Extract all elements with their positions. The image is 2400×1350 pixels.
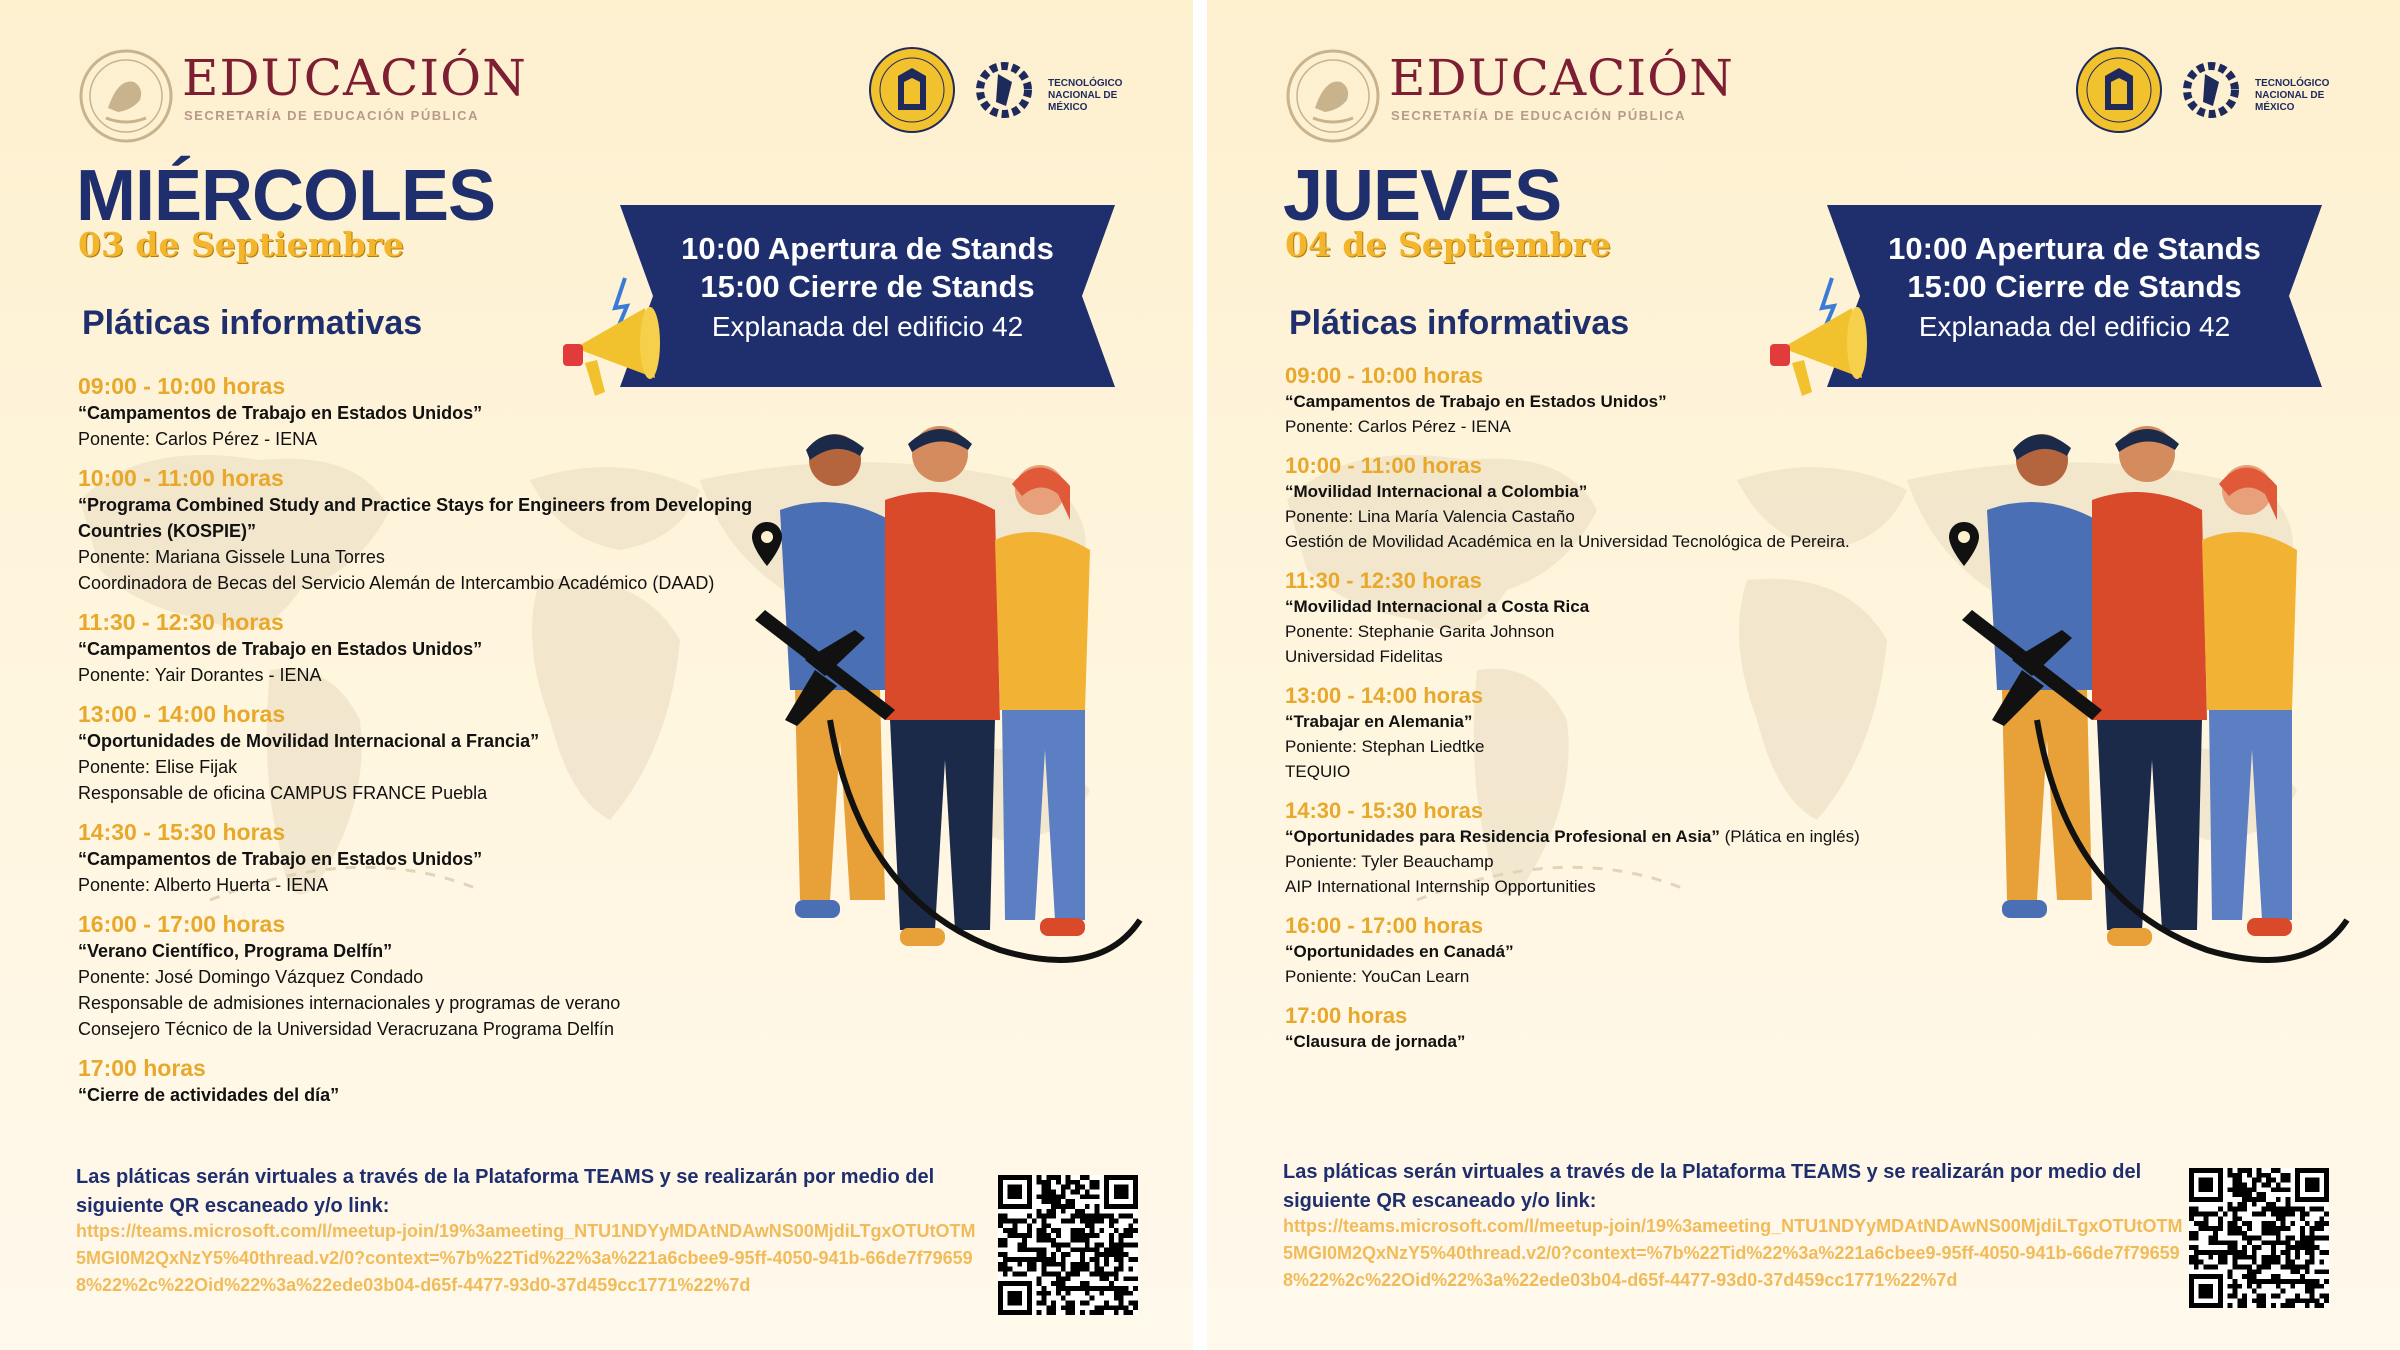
tecnm-label [1048,78,1138,114]
banner-opening: 10:00 Apertura de Stands [1888,231,2261,266]
talk-title: “Trabajar en Alemania” [1285,712,1473,731]
talk-time: 11:30 - 12:30 horas [78,609,284,635]
day-date: 03 de Septiembre [78,225,405,264]
talk-item-4 [78,700,753,806]
poster-thursday [1207,0,2400,1350]
talk-item-2 [78,464,753,596]
talk-item-6 [78,910,753,1042]
talk-title: “Campamentos de Trabajo en Estados Unidos” [78,639,483,659]
sep-subtitle: SECRETARÍA DE EDUCACIÓN PÚBLICA [184,108,479,123]
day-title: JUEVES [1283,156,1562,236]
banner-opening: 10:00 Apertura de Stands [681,231,1054,266]
talk-speaker: Poniente: Stephan Liedtke [1285,737,1485,756]
tecnm-label [2255,78,2345,114]
talk-time: 16:00 - 17:00 horas [78,911,286,937]
talk-title: “Programa Combined Study and Practice Stays for Engineers from Developing Countries (KOSPIE)” [78,495,753,541]
talk-title: “Oportunidades de Movilidad Internacional a Francia” [78,731,540,751]
mexico-seal-icon [78,48,174,144]
talk-affiliation-2: Consejero Técnico de la Universidad Veracruzana Programa Delfín [78,1019,614,1039]
tecnm-gear-logo-icon [976,52,1032,128]
section-title: Pláticas informativas [82,304,423,342]
talk-title: “Movilidad Internacional a Colombia” [1285,482,1588,501]
talk-affiliation: Responsable de oficina CAMPUS FRANCE Puebla [78,783,488,803]
talk-speaker: Ponente: Mariana Gissele Luna Torres [78,547,385,567]
talk-title-row [1285,824,2400,849]
banner-closing: 15:00 Cierre de Stands [700,269,1035,304]
talk-affiliation: Gestión de Movilidad Académica en la Universidad Tecnológica de Pereira. [1285,532,1850,551]
talk-time: 10:00 - 11:00 horas [78,465,284,491]
tecnm-line1: TECNOLÓGICO [2255,78,2330,89]
talk-item-7 [1285,1003,2400,1054]
talk-affiliation: Coordinadora de Becas del Servicio Alemán de Intercambio Académico (DAAD) [78,573,715,593]
qr-code[interactable] [998,1175,1138,1315]
talk-time: 10:00 - 11:00 horas [1285,453,1482,478]
tecnm-gear-logo-icon [2183,52,2239,128]
talk-title: “Verano Científico, Programa Delfín” [78,941,393,961]
talk-time: 17:00 horas [78,1055,206,1081]
talk-time: 13:00 - 14:00 horas [78,701,286,727]
talk-time: 16:00 - 17:00 horas [1285,913,1484,938]
tecnm-line2: NACIONAL DE MÉXICO [1048,90,1118,113]
tec-campus-logo-icon [2075,46,2163,134]
day-date: 04 de Septiembre [1285,225,1612,264]
teams-link[interactable]: https://teams.microsoft.com/l/meetup-join/19%3ameeting_NTU1NDYyMDAtNDAwNS00MjdiLTgxOTUtOTM5MGI0M2QxNzY5%40thread.v2/0?context=%7b%22Tid%22%3a%221a6cbee9-95ff-4050-941b-66de7f796598%22%2c%22Oid%22%3a%22ede03b04-d65f-4477-93d0-37d459cc1771%22%7d [1283,1216,2183,1290]
teams-note: Las pláticas serán virtuales a través de la Plataforma TEAMS y se realizarán por medio del siguiente QR escaneado y/o link: [1283,1161,2142,1212]
talk-item-7 [78,1054,753,1108]
talk-speaker: Ponente: Elise Fijak [78,757,238,777]
talk-affiliation: AIP International Internship Opportunities [1285,877,1596,896]
talk-speaker: Ponente: Carlos Pérez - IENA [78,429,318,449]
banner-closing: 15:00 Cierre de Stands [1907,269,2242,304]
talk-speaker: Ponente: Alberto Huerta - IENA [78,875,329,895]
talk-speaker: Ponente: Yair Dorantes - IENA [78,665,322,685]
sep-subtitle: SECRETARÍA DE EDUCACIÓN PÚBLICA [1391,108,1686,123]
talk-speaker: Poniente: Tyler Beauchamp [1285,852,1494,871]
talk-speaker: Ponente: Lina María Valencia Castaño [1285,507,1575,526]
talk-title: “Campamentos de Trabajo en Estados Unidos” [78,403,483,423]
location-pin-icon [750,520,784,568]
talk-title: “Oportunidades para Residencia Profesional en Asia” [1285,827,1720,846]
tecnm-line2: NACIONAL DE MÉXICO [2255,90,2325,113]
talk-item-4 [1285,683,2400,784]
talk-item-3 [78,608,753,688]
talk-title: “Clausura de jornada” [1285,1032,1466,1051]
banner-location: Explanada del edificio 42 [1918,311,2231,342]
banner-location: Explanada del edificio 42 [711,311,1024,342]
talk-title: “Campamentos de Trabajo en Estados Unidos” [78,849,483,869]
talk-language-note: (Plática en inglés) [1719,827,1860,846]
talks-schedule [1285,363,2400,1068]
talk-affiliation: Universidad Fidelitas [1285,647,1443,666]
section-title: Pláticas informativas [1289,304,1630,342]
talk-time: 13:00 - 14:00 horas [1285,683,1484,708]
talk-speaker: Ponente: José Domingo Vázquez Condado [78,967,424,987]
talk-item-1 [78,372,753,452]
talk-title: “Movilidad Internacional a Costa Rica [1285,597,1590,616]
talk-speaker: Poniente: YouCan Learn [1285,967,1470,986]
talk-affiliation: TEQUIO [1285,762,1351,781]
talk-time: 14:30 - 15:30 horas [78,819,286,845]
talk-item-3 [1285,568,2400,669]
talk-time: 11:30 - 12:30 horas [1285,568,1482,593]
qr-code[interactable] [2189,1168,2329,1308]
talk-title: “Campamentos de Trabajo en Estados Unidos” [1285,392,1667,411]
talk-item-1 [1285,363,2400,439]
day-title: MIÉRCOLES [76,156,496,236]
talk-item-6 [1285,913,2400,989]
education-title: EDUCACIÓN [182,49,527,107]
talk-item-5 [78,818,753,898]
talk-item-2 [1285,453,2400,554]
talk-time: 09:00 - 10:00 horas [78,373,286,399]
tec-campus-logo-icon [868,46,956,134]
teams-link[interactable]: https://teams.microsoft.com/l/meetup-join/19%3ameeting_NTU1NDYyMDAtNDAwNS00MjdiLTgxOTUtOTM5MGI0M2QxNzY5%40thread.v2/0?context=%7b%22Tid%22%3a%221a6cbee9-95ff-4050-941b-66de7f796598%22%2c%22Oid%22%3a%22ede03b04-d65f-4477-93d0-37d459cc1771%22%7d [76,1221,976,1295]
airplane-icon [745,590,915,760]
tecnm-line1: TECNOLÓGICO [1048,78,1123,89]
talk-speaker: Ponente: Stephanie Garita Johnson [1285,622,1555,641]
mexico-seal-icon [1285,48,1381,144]
talk-time: 09:00 - 10:00 horas [1285,363,1484,388]
talk-title: “Cierre de actividades del día” [78,1085,340,1105]
education-title: EDUCACIÓN [1389,49,1734,107]
talk-time: 17:00 horas [1285,1003,1408,1028]
talk-title: “Oportunidades en Canadá” [1285,942,1514,961]
talks-schedule [78,372,753,1120]
teams-note: Las pláticas serán virtuales a través de la Plataforma TEAMS y se realizarán por medio del siguiente QR escaneado y/o link: [76,1166,935,1217]
talk-time: 14:30 - 15:30 horas [1285,798,1484,823]
banner-text [1827,230,2322,346]
poster-wednesday [0,0,1193,1350]
banner-text [620,230,1115,346]
talk-affiliation: Responsable de admisiones internacionales y programas de verano [78,993,621,1013]
talk-item-5 [1285,798,2400,899]
talk-speaker: Ponente: Carlos Pérez - IENA [1285,417,1511,436]
